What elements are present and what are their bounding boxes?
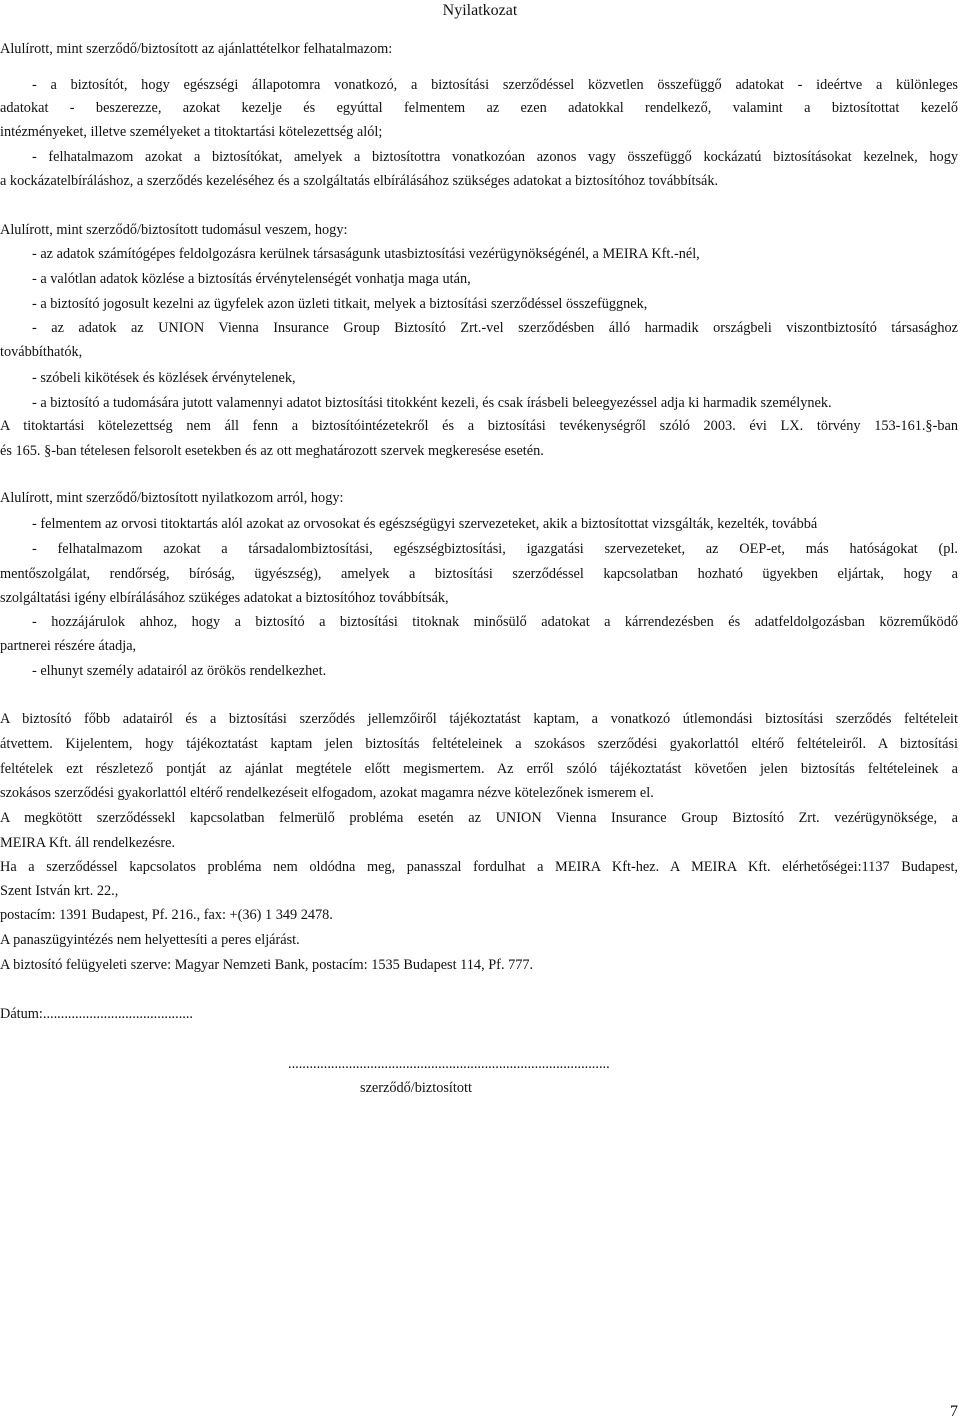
- paragraph-line: - az adatok számítógépes feldolgozásra kerülnek társaságunk utasbiztosítási vezérügynökségénél, a MEIRA Kft.-nél,: [32, 246, 700, 262]
- paragraph-line: - hozzájárulok ahhoz, hogy a biztosító a biztosítási titoknak minősülő adatokat a kárrendezésben és adatfeldolgozásban közreműködő: [32, 614, 958, 630]
- signature-line: ..........................................................................................: [288, 1056, 610, 1072]
- paragraph-line: Ha a szerződéssel kapcsolatos probléma nem oldódna meg, panasszal fordulhat a MEIRA Kft-hez. A MEIRA Kft. elérhetőségei:1137 Budapest,: [0, 859, 958, 875]
- paragraph-line: A biztosító felügyeleti szerve: Magyar Nemzeti Bank, postacím: 1535 Budapest 114, Pf. 777.: [0, 957, 534, 973]
- paragraph-line: szolgáltatási igény elbírálásához szükéges adatokat a biztosítóhoz továbbítsák,: [0, 590, 449, 606]
- paragraph-line: A megkötött szerződéssekl kapcsolatban felmerülő probléma esetén az UNION Vienna Insurance Group Biztosító Zrt. vezérügynöksége, a: [0, 810, 958, 826]
- paragraph-line: A biztosító főbb adatairól és a biztosítási szerződés jellemzőiről tájékoztatást kaptam, a vonatkozó útlemondási biztosítási szerződés feltételeit: [0, 711, 958, 727]
- paragraph-line: szokásos szerződési gyakorlattól eltérő rendelkezéseit elfogadom, azokat magamra nézve kötelezőnek ismerem el.: [0, 785, 654, 801]
- paragraph-line: - felhatalmazom azokat a biztosítókat, amelyek a biztosítottra vonatkozóan azonos vagy összefüggő kockázatú biztosításokat kezelnek, hogy: [32, 149, 958, 165]
- paragraph-line: MEIRA Kft. áll rendelkezésre.: [0, 835, 176, 851]
- paragraph-line: - a biztosítót, hogy egészségi állapotomra vonatkozó, a biztosítási szerződéssel közvetlen összefüggő adatokat - ideértve a különleges: [32, 77, 958, 93]
- paragraph-line: - a biztosító a tudomására jutott valamennyi adatot biztosítási titokként kezeli, és csak írásbeli beleegyezéssel adja ki harmadik személynek.: [32, 395, 832, 411]
- paragraph-line: továbbíthatók,: [0, 344, 83, 360]
- paragraph-line: adatokat - beszerezze, azokat kezelje és egyúttal felmentem az ezen adatokkal rendelkező, valamint a biztosítottat kezelő: [0, 100, 958, 116]
- paragraph-line: a kockázatelbíráláshoz, a szerződés kezeléséhez és a szolgáltatás elbírálásához szükséges adatokat a biztosítóhoz továbbítsák.: [0, 173, 719, 189]
- page-number: 7: [950, 1403, 958, 1420]
- paragraph-line: - az adatok az UNION Vienna Insurance Group Biztosító Zrt.-vel szerződésben álló harmadik országbeli viszontbiztosító társasághoz: [32, 320, 958, 336]
- paragraph-line: Alulírott, mint szerződő/biztosított tudomásul veszem, hogy:: [0, 222, 348, 238]
- paragraph-line: - felhatalmazom azokat a társadalombiztosítási, egészségbiztosítási, igazgatási szervezeteket, az OEP-et, más hatóságokat (pl.: [32, 541, 958, 557]
- paragraph-line: Szent István krt. 22.,: [0, 883, 119, 899]
- paragraph-line: átvettem. Kijelentem, hogy tájékoztatást kaptam jelen biztosítás feltételeinek a szokásos szerződési gyakorlattól eltérő feltételeiről. A biztosítási: [0, 736, 958, 752]
- paragraph-line: A titoktartási kötelezettség nem áll fenn a biztosítóintézetekről és a biztosítási tevékenységről szóló 2003. évi LX. törvény 153-161.§-ban: [0, 418, 958, 434]
- paragraph-line: partnerei részére átadja,: [0, 638, 137, 654]
- signature-caption: szerződő/biztosított: [360, 1080, 472, 1096]
- paragraph-line: intézményeket, illetve személyeket a titoktartási kötelezettség alól;: [0, 124, 383, 140]
- paragraph-line: - a biztosító jogosult kezelni az ügyfelek azon üzleti titkait, melyek a biztosítási szerződéssel összefüggnek,: [32, 296, 648, 312]
- paragraph-line: és 165. §-ban tételesen felsorolt esetekben és az ott meghatározott szervek megkeresése esetén.: [0, 443, 544, 459]
- paragraph-line: - felmentem az orvosi titoktartás alól azokat az orvosokat és egészségügyi szervezeteket, akik a biztosítottat vizsgálták, kezelték, továbbá: [32, 516, 818, 532]
- paragraph-line: feltételek ezt részletező pontját az ajánlat megtétele előtt megismertem. Az erről szóló tájékoztatást követően jelen biztosítás feltételeinek a: [0, 761, 958, 777]
- paragraph-line: - szóbeli kikötések és közlések érvénytelenek,: [32, 370, 296, 386]
- paragraph-line: A panaszügyintézés nem helyettesíti a peres eljárást.: [0, 932, 300, 948]
- date-field: Dátum:..........................................: [0, 1006, 194, 1022]
- paragraph-line: Alulírott, mint szerződő/biztosított nyilatkozom arról, hogy:: [0, 490, 344, 506]
- paragraph-line: mentőszolgálat, rendőrség, bíróság, ügyészség), amelyek a biztosítási szerződéssel kapcsolatban hozható ügyekben eljártak, hogy a: [0, 566, 958, 582]
- paragraph-line: - elhunyt személy adatairól az örökös rendelkezhet.: [32, 663, 327, 679]
- page-title: Nyilatkozat: [442, 2, 518, 19]
- paragraph-line: postacím: 1391 Budapest, Pf. 216., fax: +(36) 1 349 2478.: [0, 907, 333, 923]
- paragraph-line: Alulírott, mint szerződő/biztosított az ajánlattételkor felhatalmazom:: [0, 41, 393, 57]
- paragraph-line: - a valótlan adatok közlése a biztosítás érvénytelenségét vonhatja maga után,: [32, 271, 471, 287]
